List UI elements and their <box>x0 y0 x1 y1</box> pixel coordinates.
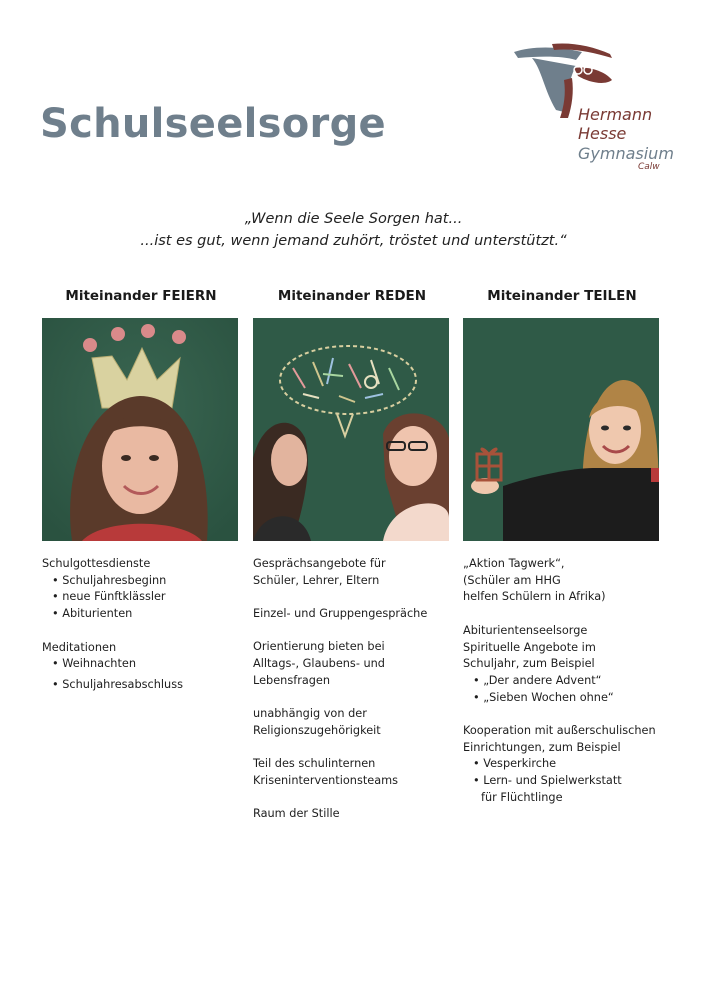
text-line: Meditationen <box>42 640 117 654</box>
bullet-item: • Weihnachten <box>52 657 137 671</box>
bullet-item: • Lern- und Spielwerkstatt <box>473 774 622 788</box>
text-line: Lebensfragen <box>253 673 331 687</box>
text-line: Spirituelle Angebote im <box>463 640 596 654</box>
logo-text-line1: Hermann <box>578 105 653 124</box>
column-text-reden <box>253 556 463 823</box>
bullet-item: • Schuljahresbeginn <box>52 573 167 587</box>
text-line: Schüler, Lehrer, Eltern <box>253 573 380 587</box>
text-line: Kooperation mit außerschulischen <box>463 724 656 737</box>
column-heading-teilen: Miteinander TEILEN <box>487 288 637 304</box>
text-line: Gesprächsangebote für <box>253 557 386 570</box>
bullet-item: • Schuljahresabschluss <box>52 677 183 691</box>
text-line: „Aktion Tagwerk“, <box>463 557 565 570</box>
text-line: Raum der Stille <box>253 807 340 821</box>
photo-two-girls-talking <box>253 318 449 541</box>
photo-girl-with-gift <box>463 318 659 541</box>
text-line: Alltags-, Glaubens- und <box>253 657 385 671</box>
text-line: Teil des schulinternen <box>253 757 376 771</box>
bullet-item: • Abiturienten <box>52 607 133 621</box>
photo-girl-with-crown <box>42 318 238 541</box>
text-line: Einrichtungen, zum Beispiel <box>463 740 621 754</box>
logo-text-line2: Hesse <box>578 124 627 143</box>
text-line: Einzel- und Gruppengespräche <box>253 607 428 621</box>
logo-text-line3: Gymnasium <box>578 144 674 163</box>
page-title: Schulseelsorge <box>40 101 386 147</box>
bullet-item: • „Der andere Advent“ <box>473 673 602 687</box>
column-heading-reden: Miteinander REDEN <box>277 288 427 304</box>
text-line: Abiturientenseelsorge <box>463 623 588 637</box>
bullet-continuation: für Flüchtlinge <box>481 790 563 804</box>
school-logo <box>512 40 682 180</box>
bullet-item: • „Sieben Wochen ohne“ <box>473 690 614 704</box>
quote <box>0 208 707 252</box>
text-line: helfen Schülern in Afrika) <box>463 590 606 604</box>
text-line: (Schüler am HHG <box>463 573 561 587</box>
text-line: Religionszugehörigkeit <box>253 723 381 737</box>
column-heading-feiern: Miteinander FEIERN <box>65 288 217 304</box>
quote-line-1: „Wenn die Seele Sorgen hat... <box>244 211 463 227</box>
quote-line-2: ...ist es gut, wenn jemand zuhört, tröstet und unterstützt.“ <box>140 233 567 249</box>
text-line: Schulgottesdienste <box>42 557 151 570</box>
text-line: Kriseninterventionsteams <box>253 774 399 788</box>
bullet-item: • neue Fünftklässler <box>52 590 166 604</box>
text-line: unabhängig von der <box>253 707 367 721</box>
logo-text-line4: Calw <box>638 162 660 172</box>
column-text-teilen <box>463 556 673 807</box>
column-text-feiern <box>42 556 252 694</box>
bullet-item: • Vesperkirche <box>473 757 557 771</box>
text-line: Orientierung bieten bei <box>253 640 385 654</box>
text-line: Schuljahr, zum Beispiel <box>463 657 595 671</box>
